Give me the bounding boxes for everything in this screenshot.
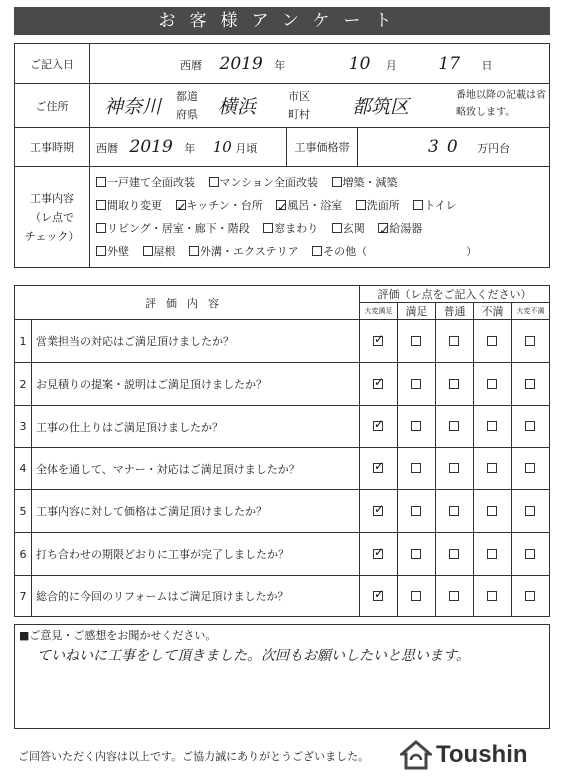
option-other[interactable]: その他（ ） bbox=[312, 240, 477, 263]
rating-cell[interactable] bbox=[512, 320, 550, 363]
option-water-heater[interactable]: ✓ 給湯器 bbox=[378, 217, 422, 240]
rating-cell[interactable] bbox=[474, 533, 512, 576]
work-period-era: 西暦 bbox=[96, 142, 118, 155]
rating-cell[interactable] bbox=[398, 406, 436, 448]
rating-cell[interactable] bbox=[436, 363, 474, 406]
comment-label: ■ご意見・ご感想をお聞かせください。 bbox=[19, 629, 217, 642]
address-pref-suffix-top: 都道 bbox=[176, 90, 198, 103]
checkbox[interactable] bbox=[487, 463, 497, 473]
question-row bbox=[15, 363, 550, 406]
checkbox-checked[interactable] bbox=[373, 591, 383, 601]
price-unit: 万円台 bbox=[477, 142, 511, 155]
question-rows bbox=[15, 320, 550, 617]
checkbox[interactable] bbox=[263, 223, 273, 233]
entry-date-cell bbox=[90, 44, 550, 84]
option-entrance[interactable]: 玄関 bbox=[332, 217, 365, 240]
entry-day[interactable]: 17 bbox=[438, 53, 461, 74]
checkbox-checked[interactable] bbox=[373, 463, 383, 473]
rating-cell[interactable] bbox=[398, 363, 436, 406]
checkbox[interactable] bbox=[96, 200, 106, 210]
checkbox[interactable] bbox=[96, 223, 106, 233]
checkbox[interactable] bbox=[189, 246, 199, 256]
rating-cell[interactable] bbox=[474, 448, 512, 490]
checkbox[interactable] bbox=[525, 549, 535, 559]
rating-cell[interactable] bbox=[398, 533, 436, 576]
option-condo[interactable]: マンション全面改装 bbox=[209, 171, 319, 194]
checkbox[interactable] bbox=[332, 177, 342, 187]
address-ward[interactable]: 都筑区 bbox=[352, 96, 410, 118]
checkbox[interactable] bbox=[449, 549, 459, 559]
address-cell bbox=[90, 84, 550, 128]
option-layout-change[interactable]: 間取り変更 bbox=[96, 194, 162, 217]
price-value[interactable]: 30 bbox=[428, 137, 466, 157]
rating-cell[interactable] bbox=[436, 448, 474, 490]
work-year-unit: 年 bbox=[184, 142, 196, 155]
checkbox[interactable] bbox=[332, 223, 342, 233]
rating-cell[interactable] bbox=[474, 363, 512, 406]
address-city-suffix-top: 市区 bbox=[288, 90, 310, 103]
question-row bbox=[15, 490, 550, 533]
evaluation-content-header: 評価内容 bbox=[15, 286, 360, 320]
rating-cell[interactable] bbox=[436, 406, 474, 448]
checkbox[interactable] bbox=[525, 506, 535, 516]
rating-cell[interactable] bbox=[436, 320, 474, 363]
checkbox[interactable] bbox=[449, 421, 459, 431]
rating-cell[interactable] bbox=[512, 576, 550, 617]
col-very-dissatisfied: 大変不満 bbox=[512, 303, 550, 320]
col-very-satisfied: 大変満足 bbox=[360, 303, 398, 320]
checkbox[interactable] bbox=[96, 177, 106, 187]
checkbox-checked[interactable] bbox=[373, 336, 383, 346]
question-number: 6 bbox=[15, 533, 32, 576]
brand-name: Toushin bbox=[436, 741, 528, 768]
question-row bbox=[15, 320, 550, 363]
entry-month-unit: 月 bbox=[385, 58, 397, 72]
question-number: 4 bbox=[15, 448, 32, 490]
option-roof[interactable]: 屋根 bbox=[143, 240, 176, 263]
col-neutral: 普通 bbox=[436, 303, 474, 320]
rating-cell[interactable] bbox=[360, 363, 398, 406]
rating-cell[interactable] bbox=[398, 490, 436, 533]
checkbox[interactable] bbox=[449, 379, 459, 389]
checkbox[interactable] bbox=[525, 336, 535, 346]
question-number: 7 bbox=[15, 576, 32, 617]
checkbox[interactable] bbox=[411, 379, 421, 389]
rating-cell[interactable] bbox=[474, 320, 512, 363]
survey-title: お客様アンケート bbox=[14, 7, 550, 35]
rating-cell[interactable] bbox=[512, 533, 550, 576]
question-text: 営業担当の対応はご満足頂けましたか？ bbox=[32, 320, 360, 363]
question-row bbox=[15, 448, 550, 490]
checkbox-checked[interactable] bbox=[378, 223, 388, 233]
checkbox[interactable] bbox=[449, 591, 459, 601]
address-note: 番地以降の記載は省略致します。 bbox=[456, 90, 546, 118]
question-number: 3 bbox=[15, 406, 32, 448]
checkbox[interactable] bbox=[411, 463, 421, 473]
rating-cell[interactable] bbox=[436, 533, 474, 576]
house-logo-icon bbox=[400, 740, 432, 770]
rating-cell[interactable] bbox=[360, 490, 398, 533]
checkbox[interactable] bbox=[487, 549, 497, 559]
rating-cell[interactable] bbox=[512, 448, 550, 490]
option-toilet[interactable]: トイレ bbox=[413, 194, 456, 217]
rating-cell[interactable] bbox=[360, 576, 398, 617]
work-content-label-line-2: （レ点で bbox=[30, 210, 74, 224]
checkbox[interactable] bbox=[487, 591, 497, 601]
entry-date-label: ご記入日 bbox=[15, 44, 90, 84]
checkbox[interactable] bbox=[525, 421, 535, 431]
checkbox-checked[interactable] bbox=[176, 200, 186, 210]
question-row bbox=[15, 406, 550, 448]
rating-cell[interactable] bbox=[512, 490, 550, 533]
entry-year-unit: 年 bbox=[274, 58, 286, 72]
entry-month[interactable]: 10 bbox=[348, 53, 371, 74]
question-text: 工事の仕上りはご満足頂けましたか？ bbox=[32, 406, 360, 448]
work-month[interactable]: 10 bbox=[212, 138, 232, 156]
checkbox[interactable] bbox=[525, 463, 535, 473]
checkbox[interactable] bbox=[356, 200, 366, 210]
checkbox[interactable] bbox=[411, 421, 421, 431]
work-period-label: 工事時期 bbox=[15, 128, 90, 167]
rating-cell[interactable] bbox=[360, 533, 398, 576]
address-city[interactable]: 横浜 bbox=[218, 96, 257, 118]
rating-cell[interactable] bbox=[512, 363, 550, 406]
checkbox-checked[interactable] bbox=[373, 379, 383, 389]
checkbox-checked[interactable] bbox=[276, 200, 286, 210]
rating-cell[interactable] bbox=[360, 448, 398, 490]
checkbox[interactable] bbox=[96, 246, 106, 256]
rating-cell[interactable] bbox=[360, 406, 398, 448]
entry-year[interactable]: 2019 bbox=[219, 53, 263, 74]
footer-note: ご回答いただく内容は以上です。ご協力誠にありがとうございました。 bbox=[18, 750, 370, 763]
checkbox[interactable] bbox=[312, 246, 322, 256]
rating-cell[interactable] bbox=[360, 320, 398, 363]
price-cell bbox=[358, 128, 550, 167]
question-number: 1 bbox=[15, 320, 32, 363]
price-label: 工事価格帯 bbox=[287, 128, 358, 167]
rating-header: 評価（レ点をご記入ください） bbox=[360, 286, 550, 303]
question-text: 打ち合わせの期限どおりに工事が完了しましたか？ bbox=[32, 533, 360, 576]
rating-cell[interactable] bbox=[398, 320, 436, 363]
option-living[interactable]: リビング・居室・廊下・階段 bbox=[96, 217, 250, 240]
work-content-label bbox=[15, 167, 90, 268]
rating-cell[interactable] bbox=[474, 406, 512, 448]
checkbox[interactable] bbox=[411, 591, 421, 601]
rating-cell[interactable] bbox=[512, 406, 550, 448]
checkbox[interactable] bbox=[411, 506, 421, 516]
address-city-suffix-bottom: 町村 bbox=[288, 108, 310, 121]
address-pref-suffix-bottom: 府県 bbox=[176, 108, 198, 121]
brand-logo bbox=[400, 740, 550, 770]
question-text: お見積りの提案・説明はご満足頂けましたか？ bbox=[32, 363, 360, 406]
option-exterior-wall[interactable]: 外壁 bbox=[96, 240, 129, 263]
option-extension[interactable]: 増築・減築 bbox=[332, 171, 398, 194]
checkbox[interactable] bbox=[143, 246, 153, 256]
checkbox[interactable] bbox=[487, 379, 497, 389]
checkbox-checked[interactable] bbox=[373, 421, 383, 431]
checkbox[interactable] bbox=[449, 463, 459, 473]
rating-cell[interactable] bbox=[398, 576, 436, 617]
address-label: ご住所 bbox=[15, 84, 90, 128]
work-content-options bbox=[90, 167, 550, 268]
entry-date-era: 西暦 bbox=[180, 58, 202, 72]
col-satisfied: 満足 bbox=[398, 303, 436, 320]
option-detached-house[interactable]: 一戸建て全面改装 bbox=[96, 171, 195, 194]
checkbox-checked[interactable] bbox=[373, 506, 383, 516]
comment-text[interactable]: ていねいに工事をして頂きました。次回もお願いしたいと思います。 bbox=[37, 648, 470, 664]
checkbox[interactable] bbox=[525, 591, 535, 601]
work-month-unit: 月頃 bbox=[235, 142, 258, 155]
option-washroom[interactable]: 洗面所 bbox=[356, 194, 400, 217]
checkbox[interactable] bbox=[449, 336, 459, 346]
question-row bbox=[15, 533, 550, 576]
question-row bbox=[15, 576, 550, 617]
checkbox[interactable] bbox=[487, 421, 497, 431]
checkbox[interactable] bbox=[413, 200, 423, 210]
option-window[interactable]: 窓まわり bbox=[263, 217, 318, 240]
entry-day-unit: 日 bbox=[481, 58, 493, 72]
question-text: 総合的に今回のリフォームはご満足頂けましたか？ bbox=[32, 576, 360, 617]
address-prefecture[interactable]: 神奈川 bbox=[104, 96, 162, 118]
rating-cell[interactable] bbox=[398, 448, 436, 490]
checkbox[interactable] bbox=[411, 336, 421, 346]
checkbox-checked[interactable] bbox=[373, 549, 383, 559]
checkbox[interactable] bbox=[487, 336, 497, 346]
checkbox[interactable] bbox=[449, 506, 459, 516]
checkbox[interactable] bbox=[525, 379, 535, 389]
rating-cell[interactable] bbox=[474, 576, 512, 617]
checkbox[interactable] bbox=[487, 506, 497, 516]
option-bath[interactable]: ✓ 風呂・浴室 bbox=[276, 194, 342, 217]
checkbox[interactable] bbox=[411, 549, 421, 559]
work-year[interactable]: 2019 bbox=[129, 137, 173, 157]
evaluation-table bbox=[14, 285, 550, 617]
question-number: 5 bbox=[15, 490, 32, 533]
question-number: 2 bbox=[15, 363, 32, 406]
rating-cell[interactable] bbox=[436, 576, 474, 617]
col-dissatisfied: 不満 bbox=[474, 303, 512, 320]
option-kitchen[interactable]: ✓ キッチン・台所 bbox=[176, 194, 263, 217]
question-text: 全体を通して、マナー・対応はご満足頂けましたか？ bbox=[32, 448, 360, 490]
work-period-cell bbox=[90, 128, 287, 167]
work-content-label-line-3: チェック） bbox=[24, 229, 80, 243]
work-content-label-line-1: 工事内容 bbox=[30, 191, 74, 205]
customer-info-table bbox=[14, 43, 550, 268]
rating-cell[interactable] bbox=[474, 490, 512, 533]
comment-box[interactable] bbox=[14, 624, 550, 729]
option-exterior[interactable]: 外溝・エクステリア bbox=[189, 240, 299, 263]
checkbox[interactable] bbox=[209, 177, 219, 187]
question-text: 工事内容に対して価格はご満足頂けましたか？ bbox=[32, 490, 360, 533]
rating-cell[interactable] bbox=[436, 490, 474, 533]
